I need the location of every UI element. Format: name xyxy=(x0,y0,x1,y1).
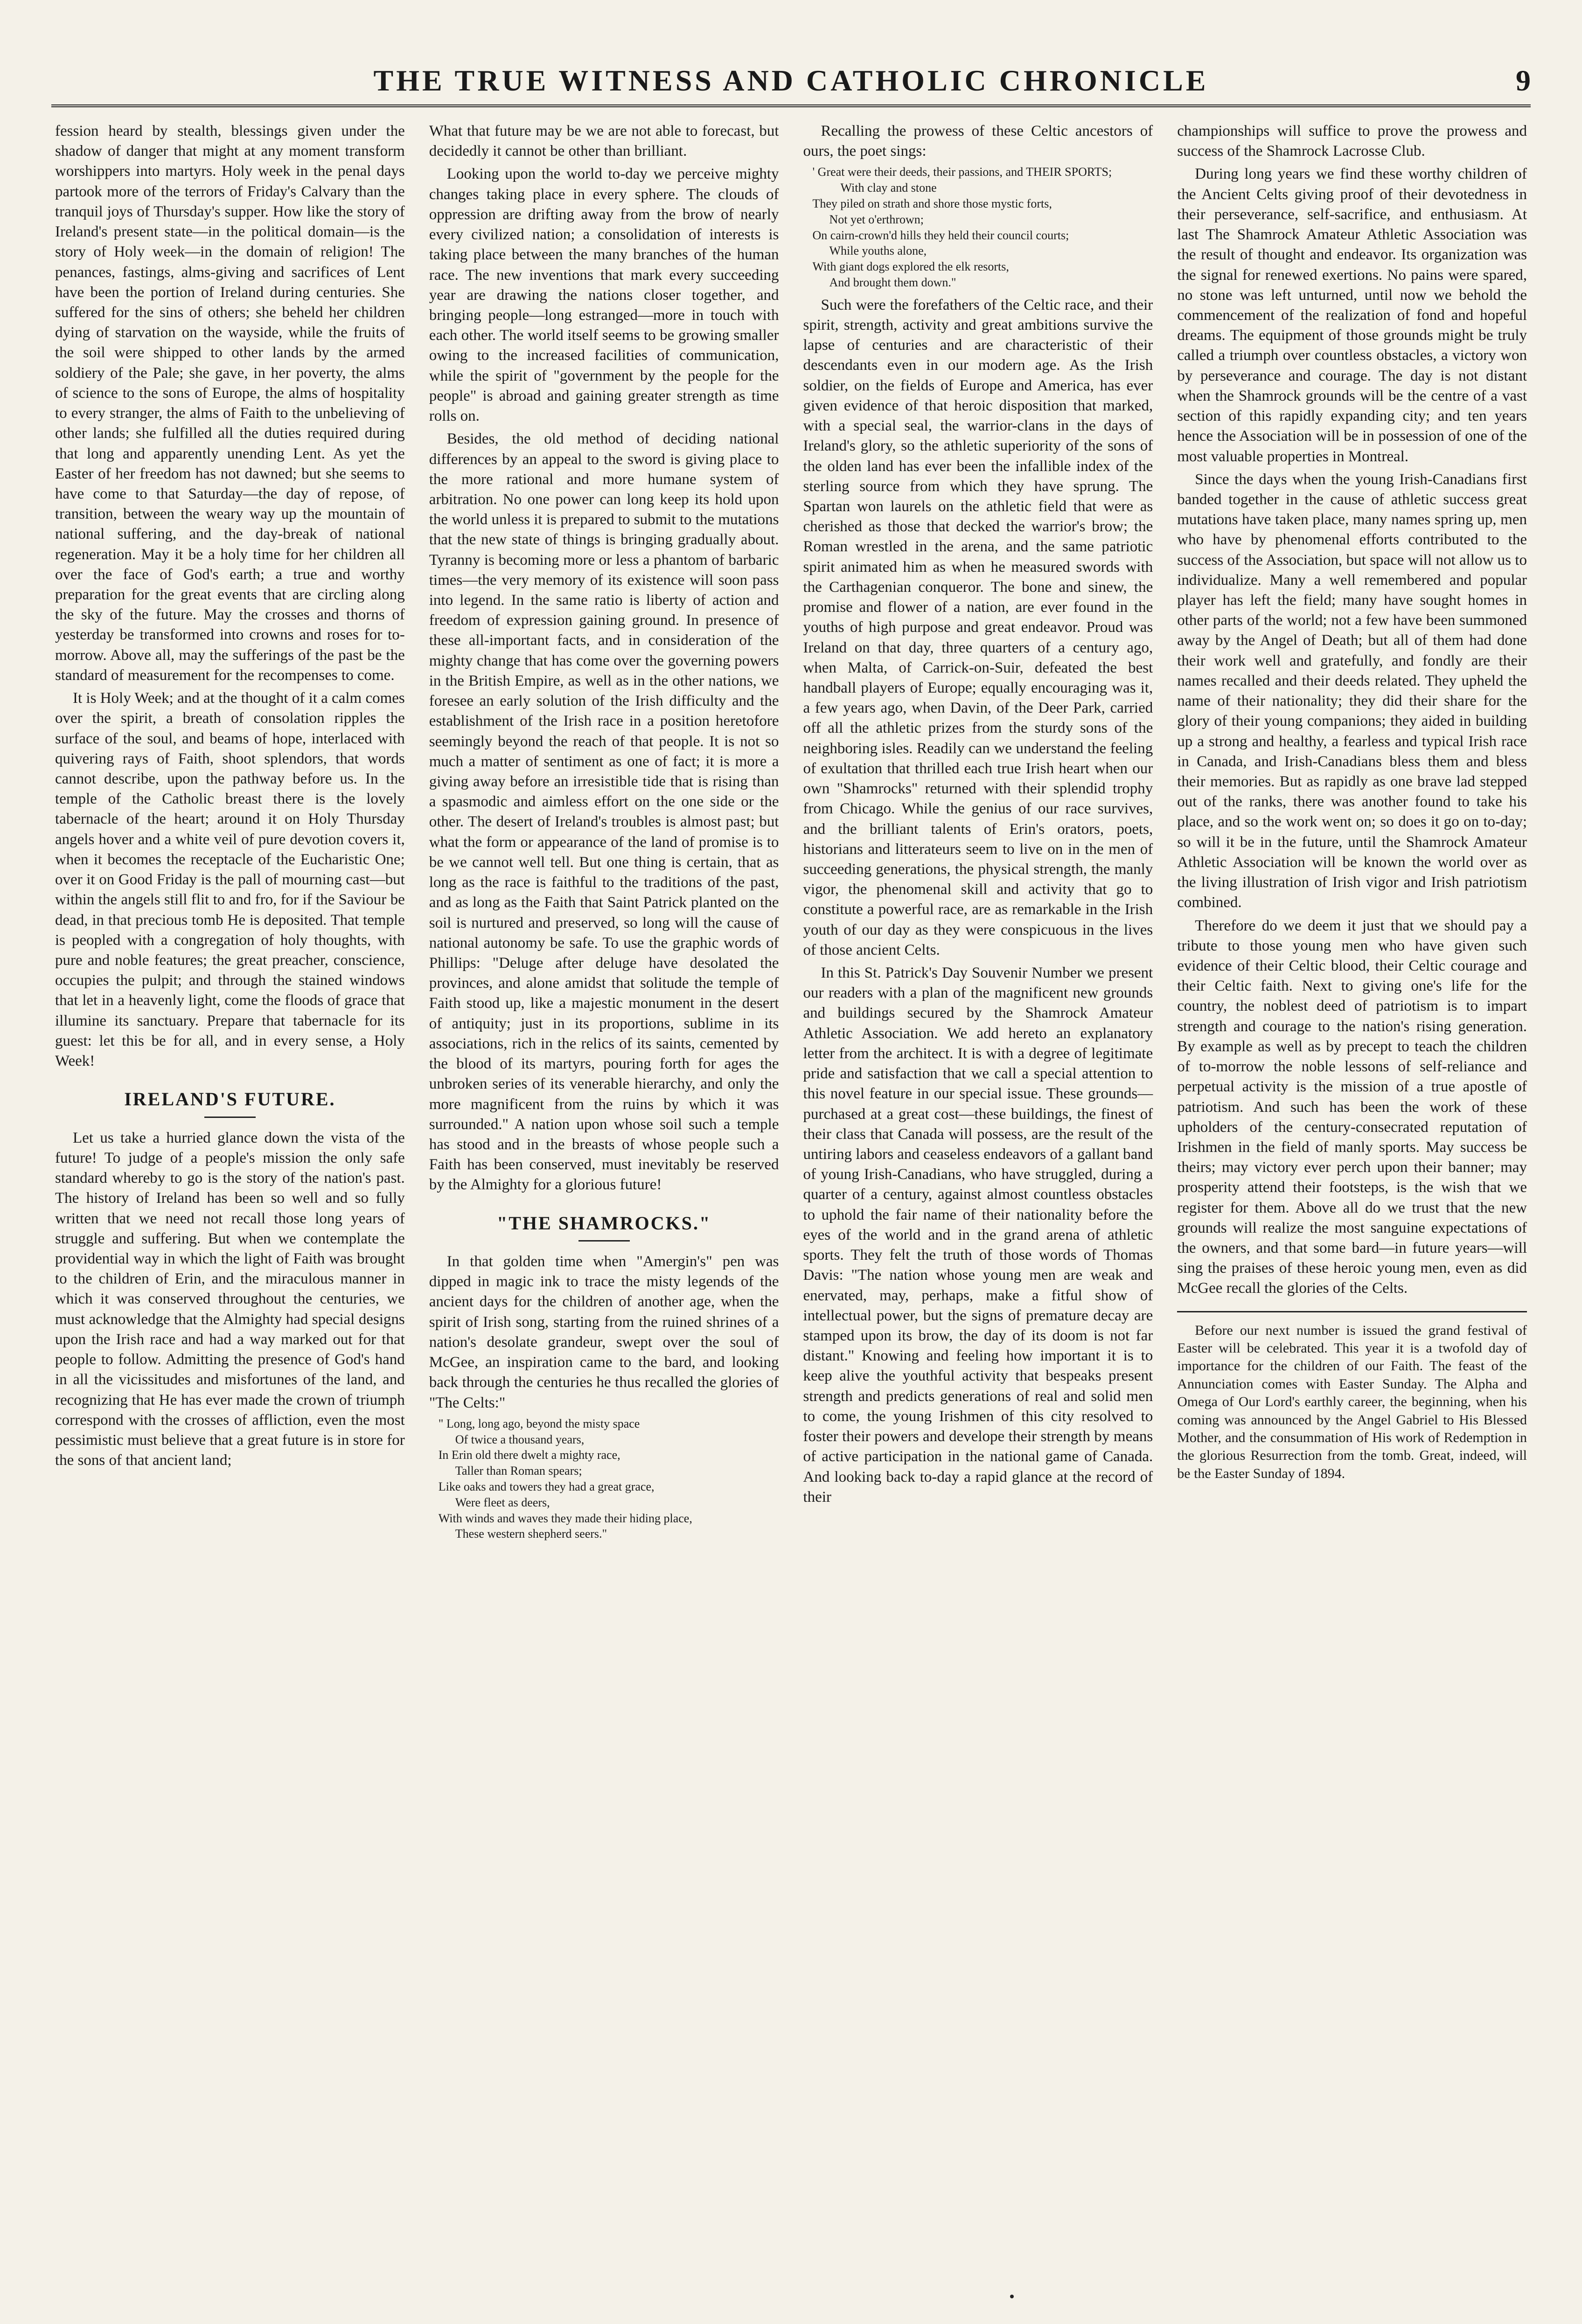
article-columns xyxy=(51,121,1531,2285)
article-separator xyxy=(1177,1311,1527,1312)
paragraph: What that future may be we are not able to forecast, but decidedly it cannot be other than brilliant. xyxy=(429,123,779,160)
paragraph: Such were the forefathers of the Celtic race, and their spirit, strength, activity and great ambitions survive the lapse of centuries and are characteristic of their descendants even in our modern age. As the Irish soldier, on the fields of Europe and America, has ever given evidence of that heroic disposition that marked, with a special seal, the warrior-clans in the days of Ireland's glory, so the athletic superiority of the sons of the olden land has ever been the infallible index of the sterling source from which they have sprung. The Spartan won laurels on the athletic field that were as cherished as those that decked the warrior's brow; the Roman wrestled in the arena, and the same patriotic spirit animated him as when he measured swords with the Carthagenian conqueror. The bone and sinew, the promise and flower of a nation, are ever found in the youths of high purpose and great endeavor. Proud was Ireland on that day, three quarters of a century ago, when Malta, of Carrick-on-Suir, defeated the best handball players of Europe; equally encouraging was it, a few years ago, when Davin, of the Deer Park, carried off all the athletic prizes from the sturdy sons of the neighboring isles. Readily can we understand the feeling of exultation that thrilled each true Irish heart when our own "Shamrocks" returned with their splendid trophy from Chicago. While the genius of our race survives, and the brilliant talents of Erin's orators, poets, historians and litterateurs seem to live on in the men of succeeding generations, the physical strength, the manly vigor, the phenomenal skill and activity that go to constitute a powerful race, are as remarkable in the Irish youth of our day as they were conspicuous in the lives of those ancient Celts. xyxy=(803,296,1153,958)
paragraph: Looking upon the world to-day we perceive mighty changes taking place in every sphere. The clouds of oppression are drifting away from the brow of nearly every civilized nation; a consolidation of interests is taking place between the many branches of the human race. The new inventions that mark every succeeding year are drawing the nations closer together, and bringing people—long estranged—more in touch with each other. The world itself seems to be growing smaller owing to the increased facilities of communication, while the spirit of "government by the people for the people" is abroad and gaining greater strength as time rolls on. xyxy=(429,166,779,425)
section-heading-shamrocks: "THE SHAMROCKS." xyxy=(497,1212,711,1234)
verse-line: On cairn-crown'd hills they held their council courts; xyxy=(812,228,1069,242)
verse-line: " Long, long ago, beyond the misty space xyxy=(438,1416,640,1430)
verse-line: ' Great were their deeds, their passions, and THEIR SPORTS; xyxy=(812,165,1112,179)
paragraph: Let us take a hurried glance down the vista of the future! To judge of a people's mission the only safe standard whereby to go is the story of the nation's past. The history of Ireland has been so well and so fully written that we need not recall those long years of struggle and suffering. But when we contemplate the providential way in which the light of Faith was brought to the children of Erin, and the miraculous manner in which it was conserved throughout the centuries, we must acknowledge that the Almighty had special designs upon the Irish race and had a way marked out for that people to follow. Admitting the presence of God's hand in all the vicissitudes and misfortunes of the land, and recognizing that He has ever made the crown of triumph correspond with the crosses of affliction, even the most pessimistic must believe that a great future is in store for the sons of that ancient land; xyxy=(55,1129,405,1469)
column-2 xyxy=(425,121,783,2285)
verse-line: Were fleet as deers, xyxy=(455,1495,550,1509)
paragraph: championships will suffice to prove the prowess and success of the Shamrock Lacrosse Club. xyxy=(1177,123,1527,160)
verse-line: They piled on strath and shore those mystic forts, xyxy=(812,197,1052,211)
print-mark xyxy=(1010,2295,1014,2298)
poem-celtic-sports xyxy=(813,164,1153,290)
column-3 xyxy=(800,121,1157,2285)
verse-line: And brought them down." xyxy=(829,276,956,290)
heading-rule xyxy=(578,1240,630,1242)
paragraph: In that golden time when "Amergin's" pen was dipped in magic ink to trace the misty legends of the ancient days for the children of another age, when the spirit of Irish song, starting from the ruined shrines of a nation's desolate grandeur, swept over the soul of McGee, an inspiration came to the bard, and looking back through the centuries he thus recalled the glories of "The Celts:" xyxy=(429,1253,779,1411)
paragraph: Therefore do we deem it just that we should pay a tribute to those young men who have given such evidence of their Celtic blood, their Celtic courage and their Celtic faith. Next to giving one's life for the country, the noblest deed of patriotism is to impart strength and courage to the nation's rising generation. By example as well as by precept to teach the children of to-morrow the noble lessons of self-reliance and perpetual activity is the mission of a true apostle of patriotism. And such has been the work of these upholders of the century-consecrated reputation of Irishmen in the field of manly sports. May success be theirs; may victory ever perch upon their banner; may prosperity attend their footsteps, is the wish that we register for them. Above all do we trust that the new grounds will realize the most sanguine expectations of the owners, and that some bard—in future years—will sing the praises of these heroic young men, even as did McGee recall the glories of the Celts. xyxy=(1177,917,1527,1297)
verse-line: These western shepherd seers." xyxy=(455,1527,607,1541)
paragraph: Besides, the old method of deciding national differences by an appeal to the sword is giving place to the more rational and more humane system of arbitration. No one power can long keep its hold upon the world unless it is prepared to submit to the mutations that the new state of things is bringing gradually about. Tyranny is becoming more or less a phantom of barbaric times—the very memory of its existence will soon pass into legend. In the same ratio is liberty of action and freedom of expression gaining ground. In presence of these all-important facts, and in consideration of the mighty change that has come over the governing powers in the British Empire, as well as in the other nations, we foresee an early solution of the Irish difficulty and the establishment of the Irish race in a position heretofore seemingly beyond the reach of that people. It is not so much a matter of sentiment as one of fact; it is more a giving away before an irresistible tide that is rising than a spasmodic and aimless effort on the one side or the other. The desert of Ireland's troubles is almost past; but what the form or appearance of the land of promise is to be we cannot well tell. But one thing is certain, that as long as the race is faithful to the traditions of the past, and as long as the Faith that Saint Patrick planted on the soil is nurtured and preserved, so long will the cause of national autonomy be safe. To use the graphic words of Phillips: "Deluge after deluge have desolated the provinces, and alone amidst that solitude the temple of Faith stood up, like a majestic monument in the desert of antiquity; just in its proportions, sublime in its associations, rich in the relics of its saints, cemented by the blood of its martyrs, pouring forth for ages the unbroken series of its venerable hierarchy, and only the more magnificent from the ruins by which it was surrounded." A nation upon whose soil such a temple has stood and in the breasts of whose people such a Faith has been conserved, must inevitably be reserved by the Almighty for a glorious future! xyxy=(429,430,779,1193)
verse-line: Not yet o'erthrown; xyxy=(829,212,924,226)
column-1 xyxy=(51,121,409,2285)
section-heading-irelands-future: IRELAND'S FUTURE. xyxy=(124,1089,336,1110)
paragraph: Before our next number is issued the grand festival of Easter will be celebrated. This year it is a twofold day of importance for the children of our Faith. The feast of the Annunciation comes with Easter Sunday. The Alpha and Omega of Our Lord's earthly career, the beginning, when his coming was announced by the Angel Gabriel to His Blessed Mother, and the consummation of His work of Redemption in the glorious Resurrection from the tomb. Great, indeed, will be the Easter Sunday of 1894. xyxy=(1177,1322,1527,1481)
poem-the-celts xyxy=(439,1416,779,1542)
column-4 xyxy=(1173,121,1531,2285)
paragraph: Recalling the prowess of these Celtic ancestors of ours, the poet sings: xyxy=(803,123,1153,160)
verse-line: With clay and stone xyxy=(840,181,937,195)
paragraph: During long years we find these worthy children of the Ancient Celts giving proof of their devotedness in their perseverance, self-sacrifice, and enthusiasm. At last The Shamrock Amateur Athletic Association was the result of thought and endeavor. Its organization was the signal for renewed exertions. No pains were spared, no stone was left unturned, until now we behold the commencement of the realization of fond and hopeful dreams. The equipment of those grounds might be truly called a triumph over countless obstacles, a victory won by perseverance and courage. The day is not distant when the Shamrock grounds will be the centre of a vast section of this rapidly expanding city; and ten years hence the Association will be in possession of one of the most valuable properties in Montreal. xyxy=(1177,166,1527,465)
heading-rule xyxy=(204,1117,256,1118)
verse-line: With giant dogs explored the elk resorts, xyxy=(812,260,1009,274)
verse-line: With winds and waves they made their hiding place, xyxy=(438,1511,692,1525)
verse-line: In Erin old there dwelt a mighty race, xyxy=(438,1448,620,1462)
verse-line: Like oaks and towers they had a great grace, xyxy=(438,1479,655,1493)
paragraph: It is Holy Week; and at the thought of it a calm comes over the spirit, a breath of consolation ripples the surface of the soul, and beams of hope, interlaced with quivering rays of Faith, shoot splendors, that words cannot describe, upon the pathway before us. In the temple of the Catholic breast there is the lovely tabernacle of the heart; around it on Holy Thursday angels hover and a white veil of pure devotion covers it, when it becomes the receptacle of the Eucharistic One; over it on Good Friday is the pall of mourning cast—but within the angels still flit to and fro, for if the Saviour be dead, in that precious tomb He is deposited. That temple is peopled with a congregation of holy thoughts, with pure and noble features; the great preacher, conscience, occupies the pulpit; and through the stained windows that let in a heavenly light, come the floods of grace that illumine its sanctuary. Prepare that tabernacle for its guest: let this be for all, and in every sense, a Holy Week! xyxy=(55,690,405,1070)
paragraph: fession heard by stealth, blessings given under the shadow of danger that might at any moment transform worshippers into martyrs. Holy week in the penal days partook more of the terrors of Friday's Calvary than the tranquil joys of Thursday's supper. How like the story of Ireland's present state—in the political domain—is the story of Holy week—in the domain of religion! The penances, fastings, alms-giving and sacrifices of Lent have been the portion of Ireland during centuries. She suffered for the sins of others; she beheld her children dying of starvation on the wayside, while the fruits of the soil were shipped to other lands by the armed soldiery of the Pale; she gave, in her poverty, the alms of science to the sons of Europe, the alms of hospitality to every stranger, the alms of Faith to the unbelieving of other lands; she fulfilled all the duties required during that long and apparently unending Lent. As yet the Easter of her freedom has not dawned; but she seems to have come to that Saturday—the day of repose, of transition, between the weary way up the mountain of national suffering, and the day-break of national regeneration. May it be a holy time for her children all over the face of God's earth; a true and worthy preparation for the great events that are circling along the sky of the future. May the crosses and thorns of yesterday be transformed into crowns and roses for to-morrow. Above all, may the sufferings of the past be the standard of measurement for the recompenses to come. xyxy=(55,123,405,684)
page-number: 9 xyxy=(1516,64,1531,97)
paragraph: Since the days when the young Irish-Canadians first banded together in the cause of athletic success great mutations have taken place, many names spring up, men who have by phenomenal efforts contributed to the success of the Association, but space will not allow us to individualize. Many a well remembered and popular player has left the field; many have sought homes in other parts of the world; not a few have been summoned away by the Angel of Death; but all of them had done their work well and gratefully, and fondly are their names recalled and their deeds related. They upheld the name of their nationality; they did their share for the glory of their young companions; they aided in building up a strong and healthy, a fearless and typical Irish race in Canada, and Irish-Canadians bless them and bless their memories. But as rapidly as one brave lad stepped out of the ranks, there was another found to take his place, and so the work went on; so does it go on to-day; so will it be in the future, until the Shamrock Amateur Athletic Association will be known the world over as the living illustration of Irish vigor and Irish patriotism combined. xyxy=(1177,471,1527,911)
verse-line: Taller than Roman spears; xyxy=(455,1464,582,1478)
verse-line: Of twice a thousand years, xyxy=(455,1432,585,1446)
paragraph: In this St. Patrick's Day Souvenir Number we present our readers with a plan of the magnificent new grounds and buildings secured by the Shamrock Amateur Athletic Association. We add hereto an explanatory letter from the architect. It is with a degree of legitimate pride and satisfaction that we call a special attention to this novel feature in our special issue. These grounds—purchased at a great cost—these buildings, the finest of their class that Canada will possess, are the result of the untiring labors and ceaseless endeavors of a gallant band of young Irish-Canadians, who have struggled, during a quarter of a century, against almost countless obstacles to uphold the fair name of their nationality before the eyes of the world and in the grand arena of athletic sports. They felt the truth of those words of Thomas Davis: "The nation whose young men are weak and enervated, may, perhaps, make a fitful show of intellectual power, but the signs of premature decay are stamped upon its brow, the day of its doom is not far distant." Knowing and feeling how important it is to keep alive the youthful activity that bespeaks present strength and predicts generations of real and solid men to come, the young Irishmen of this city resolved to foster their powers and develope their strength by means of active participation in the national game of Canada. And looking back to-day a rapid glance at the record of their xyxy=(803,964,1153,1505)
verse-line: While youths alone, xyxy=(829,244,927,258)
masthead xyxy=(51,56,1531,107)
newspaper-title: THE TRUE WITNESS AND CATHOLIC CHRONICLE xyxy=(373,64,1209,97)
